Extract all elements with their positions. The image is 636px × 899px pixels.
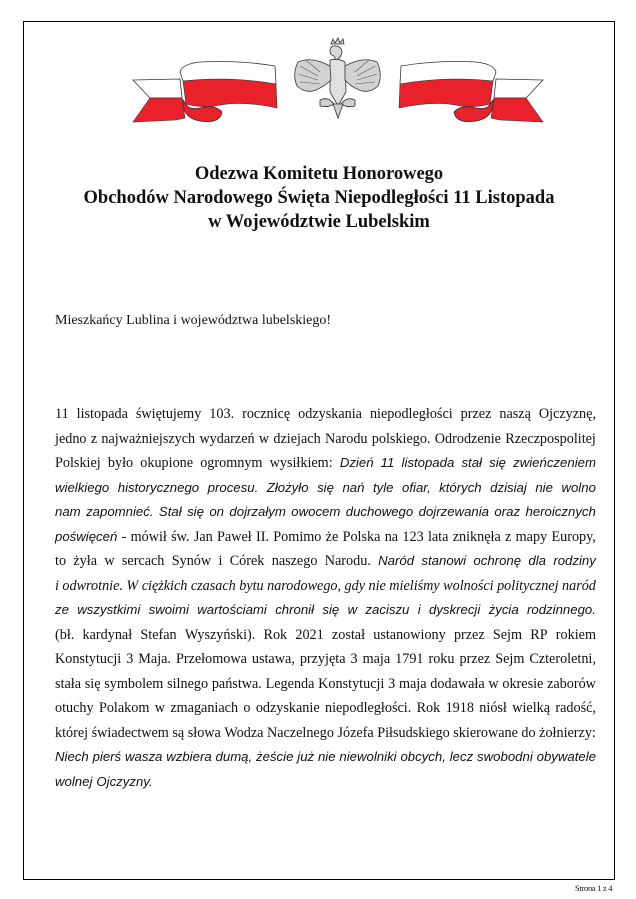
body-word: Naczelnego: [266, 724, 334, 741]
body-word: Rok: [416, 700, 441, 716]
body-word: 3: [388, 675, 396, 692]
left-flag-ribbon-icon: [133, 62, 277, 123]
body-word: słowa: [187, 724, 221, 741]
body-word: owocem: [291, 504, 341, 519]
body-word: wasza: [125, 749, 163, 764]
body-word: -: [121, 528, 127, 545]
body-line: [55, 549, 596, 574]
body-word: nie: [535, 479, 553, 495]
body-word: RP: [530, 626, 548, 643]
body-word: najważniejszych: [101, 430, 196, 447]
body-word: historycznego: [117, 479, 200, 495]
body-word: ustanowiony: [373, 626, 446, 643]
body-word: nań: [342, 479, 365, 495]
body-word: Sejm: [492, 626, 523, 643]
body-word: 1791: [395, 651, 424, 667]
body-word: żołnierzy:: [539, 724, 596, 741]
body-line: [55, 451, 596, 476]
body-word: mówił: [130, 528, 167, 545]
body-word: było: [107, 455, 134, 471]
body-word: i: [218, 553, 223, 569]
body-word: gdy: [344, 577, 366, 594]
body-word: maja: [398, 675, 427, 692]
body-word: wzbiera: [166, 749, 212, 764]
body-word: żyła: [73, 553, 97, 569]
body-word: Józefa: [337, 724, 374, 741]
body-word: rocznicę: [242, 406, 291, 422]
body-word: Rzeczpospolitej: [505, 430, 596, 447]
body-word: się: [322, 602, 340, 617]
body-word: heroicznych: [525, 504, 596, 519]
body-word: w: [104, 553, 115, 569]
body-word: Konstytucji: [55, 651, 122, 667]
body-word: 123: [402, 528, 424, 545]
body-word: okresie: [502, 675, 544, 692]
body-word: Stał: [158, 504, 182, 519]
body-word: wolno: [561, 479, 596, 495]
body-word: Złożyło: [266, 479, 309, 495]
body-word: przez: [459, 651, 491, 667]
body-word: rokiem: [555, 626, 596, 643]
body-word: w: [154, 700, 165, 716]
body-word: jedno: [55, 430, 87, 447]
body-word: zmaganiach: [170, 700, 239, 716]
body-word: naród: [562, 577, 596, 594]
body-word: Synów: [171, 553, 212, 569]
body-word: otuchy: [55, 700, 94, 716]
body-word: wielką: [512, 700, 551, 716]
body-word: się: [84, 675, 101, 692]
body-word: stała: [55, 675, 81, 692]
body-word: Dzień: [339, 455, 374, 470]
body-word: ciężkich: [141, 577, 188, 594]
body-word: się: [187, 504, 204, 519]
body-word: on: [209, 504, 224, 519]
right-flag-ribbon-icon: [399, 62, 543, 123]
body-word: nie: [368, 577, 386, 594]
body-word: Ojczyzny.: [96, 773, 153, 789]
body-line: [55, 574, 596, 599]
body-word: silnego: [167, 675, 209, 692]
body-word: Europy,: [551, 528, 596, 545]
body-word: chronił: [275, 602, 315, 617]
body-word: to: [55, 553, 67, 569]
body-word: zaborów: [547, 675, 596, 692]
body-word: Legenda: [265, 675, 315, 692]
body-line: [55, 500, 596, 525]
body-word: II.: [256, 528, 270, 545]
body-word: Maja.: [138, 651, 171, 667]
body-word: Przełomowa: [175, 651, 247, 667]
body-word: Narodu: [324, 430, 368, 447]
body-line: [55, 745, 596, 770]
body-line: [55, 647, 596, 672]
body-word: życia: [488, 602, 519, 617]
body-word: naszą: [499, 406, 531, 422]
body-word: odzyskanie: [255, 700, 320, 716]
body-word: dla: [528, 553, 547, 568]
body-word: Narodu.: [324, 553, 371, 569]
body-word: naszego: [271, 553, 318, 569]
body-word: Konstytucji: [318, 675, 385, 692]
body-word: państwa.: [211, 675, 262, 692]
body-word: dyskrecji: [429, 602, 481, 617]
body-word: listopada: [76, 406, 128, 422]
body-word: świętujemy: [135, 406, 202, 422]
body-word: rodzinnego.: [527, 602, 596, 617]
body-word: bytu: [239, 577, 264, 594]
body-word: ustawa,: [251, 651, 295, 667]
body-line: [55, 427, 596, 452]
body-word: Rok: [263, 626, 288, 643]
body-word: kardynał: [82, 626, 133, 643]
body-word: skierowane: [453, 724, 518, 741]
body-word: dzisiaj: [490, 479, 527, 495]
body-word: nam: [55, 504, 81, 519]
body-word: wolnej: [55, 773, 93, 789]
body-word: politycznej: [497, 577, 559, 594]
body-word: zniknęła: [452, 528, 501, 545]
white-eagle-emblem-icon: [295, 38, 381, 118]
body-word: 3: [126, 651, 134, 667]
body-word: polskiego.: [371, 430, 431, 447]
title-line-2: Obchodów Narodowego Święta Niepodległości 11 Listopada: [83, 188, 555, 208]
document-title: [24, 162, 614, 234]
body-word: nie: [317, 749, 336, 764]
body-word: Piłsudskiego: [377, 724, 450, 741]
body-word: i: [417, 602, 421, 617]
body-word: odzyskania: [298, 406, 362, 422]
body-line: [55, 623, 596, 648]
body-word: o: [243, 700, 251, 716]
body-word: Stefan: [140, 626, 177, 643]
body-word: (bł.: [55, 626, 75, 643]
body-word: Polskiej: [55, 455, 101, 471]
body-word: narodowego,: [267, 577, 342, 594]
body-word: że: [325, 528, 339, 545]
body-word: przyjęta: [299, 651, 346, 667]
body-word: się: [317, 479, 334, 495]
body-word: oraz: [494, 504, 521, 519]
body-word: dumą,: [215, 749, 253, 764]
body-word: przez: [460, 406, 492, 422]
body-word: 11: [55, 406, 69, 422]
body-word: Wodza: [224, 724, 264, 741]
body-word: obcych,: [400, 749, 446, 764]
body-word: stanowi: [421, 553, 467, 568]
body-word: obywatele: [536, 749, 596, 764]
body-line: [55, 672, 596, 697]
body-paragraph: [55, 402, 596, 794]
body-word: świadectwem: [91, 724, 169, 741]
body-word: Odrodzenie: [434, 430, 501, 447]
body-word: okupione: [140, 455, 194, 471]
title-line-3: w Województwie Lubelskim: [208, 212, 430, 232]
body-word: 103.: [209, 406, 235, 422]
body-word: Polska: [342, 528, 381, 545]
body-word: niepodległości: [369, 406, 453, 422]
body-word: dziejach: [273, 430, 321, 447]
body-word: Wyszyński).: [184, 626, 256, 643]
body-word: Córek: [229, 553, 265, 569]
body-word: w: [347, 602, 358, 617]
body-word: czasach: [190, 577, 236, 594]
body-word: do: [521, 724, 536, 741]
title-line-1: Odezwa Komitetu Honorowego: [194, 164, 444, 184]
body-word: radość,: [555, 700, 596, 716]
body-word: z: [505, 528, 512, 545]
body-word: Polakom: [98, 700, 150, 716]
body-word: przez: [453, 626, 485, 643]
body-word: Naród: [378, 553, 415, 568]
body-word: swoimi: [148, 602, 189, 617]
body-word: symbolem: [104, 675, 164, 692]
body-word: W: [126, 577, 139, 594]
body-word: swobodni: [477, 749, 533, 764]
body-word: stał: [461, 455, 482, 470]
body-word: się: [489, 455, 506, 470]
body-word: został: [331, 626, 366, 643]
body-word: w: [258, 430, 270, 447]
body-line: [55, 696, 596, 721]
body-word: na: [384, 528, 399, 545]
body-word: mieliśmy: [389, 577, 440, 594]
body-line: [55, 770, 596, 795]
body-line: [55, 402, 596, 427]
body-line: [55, 721, 596, 746]
body-word: ze: [55, 602, 69, 617]
body-word: już: [297, 749, 315, 764]
page-number: Strona 1 z 4: [575, 883, 613, 893]
body-word: tyle: [372, 479, 394, 495]
body-word: wysiłkiem:: [269, 455, 333, 471]
body-word: roku: [428, 651, 455, 667]
body-word: wartościami: [197, 602, 267, 617]
body-word: żeście: [256, 749, 294, 764]
body-word: listopada: [401, 455, 455, 470]
body-word: 3: [350, 651, 358, 667]
body-word: odwrotnie.: [62, 577, 123, 594]
body-word: niósł: [479, 700, 507, 716]
body-word: ogromnym: [200, 455, 263, 471]
body-line: [55, 598, 596, 623]
body-word: Sejm: [495, 651, 525, 667]
body-word: wszystkimi: [77, 602, 141, 617]
body-word: dodawała: [430, 675, 485, 692]
body-word: lecz: [449, 749, 474, 764]
body-word: Ojczyznę,: [538, 406, 596, 422]
body-word: których: [439, 479, 482, 495]
body-word: poświęceń: [55, 528, 118, 544]
body-line: [55, 525, 596, 550]
body-word: niepodległości.: [324, 700, 412, 716]
body-word: rodziny: [553, 553, 596, 568]
body-word: Pomimo: [273, 528, 322, 545]
body-word: wielkiego: [55, 479, 110, 495]
body-word: św.: [171, 528, 190, 545]
body-word: wydarzeń: [199, 430, 255, 447]
body-word: sercach: [121, 553, 165, 569]
body-word: 11: [380, 455, 395, 470]
body-word: wolności: [443, 577, 494, 594]
salutation: Mieszkańcy Lublina i województwa lubelskiego!: [55, 313, 332, 328]
body-word: 1918: [445, 700, 474, 716]
body-word: dojrzewania: [418, 504, 490, 519]
body-word: ochronę: [473, 553, 522, 568]
body-word: Jan: [193, 528, 213, 545]
body-word: maja: [362, 651, 391, 667]
body-word: ofiar,: [402, 479, 431, 495]
body-word: Czteroletni,: [529, 651, 596, 667]
body-word: której: [55, 724, 89, 741]
body-word: są: [172, 724, 185, 741]
body-word: Niech: [55, 749, 89, 764]
body-word: z: [90, 430, 98, 447]
body-word: zaciszu: [365, 602, 410, 617]
body-word: duchowego: [345, 504, 414, 519]
body-word: niewolniki: [339, 749, 397, 764]
body-word: 2021: [295, 626, 324, 643]
body-word: mapy: [515, 528, 548, 545]
body-word: w: [488, 675, 499, 692]
body-word: dojrzałym: [229, 504, 286, 519]
body-line: [55, 476, 596, 501]
body-word: procesu.: [207, 479, 259, 495]
header-emblem-banner: [0, 0, 636, 140]
body-word: pierś: [92, 749, 122, 764]
body-word: zwieńczeniem: [513, 455, 596, 470]
body-word: Paweł: [217, 528, 252, 545]
body-word: zapomnieć.: [86, 504, 154, 519]
body-word: i: [55, 577, 59, 594]
body-word: lata: [427, 528, 449, 545]
